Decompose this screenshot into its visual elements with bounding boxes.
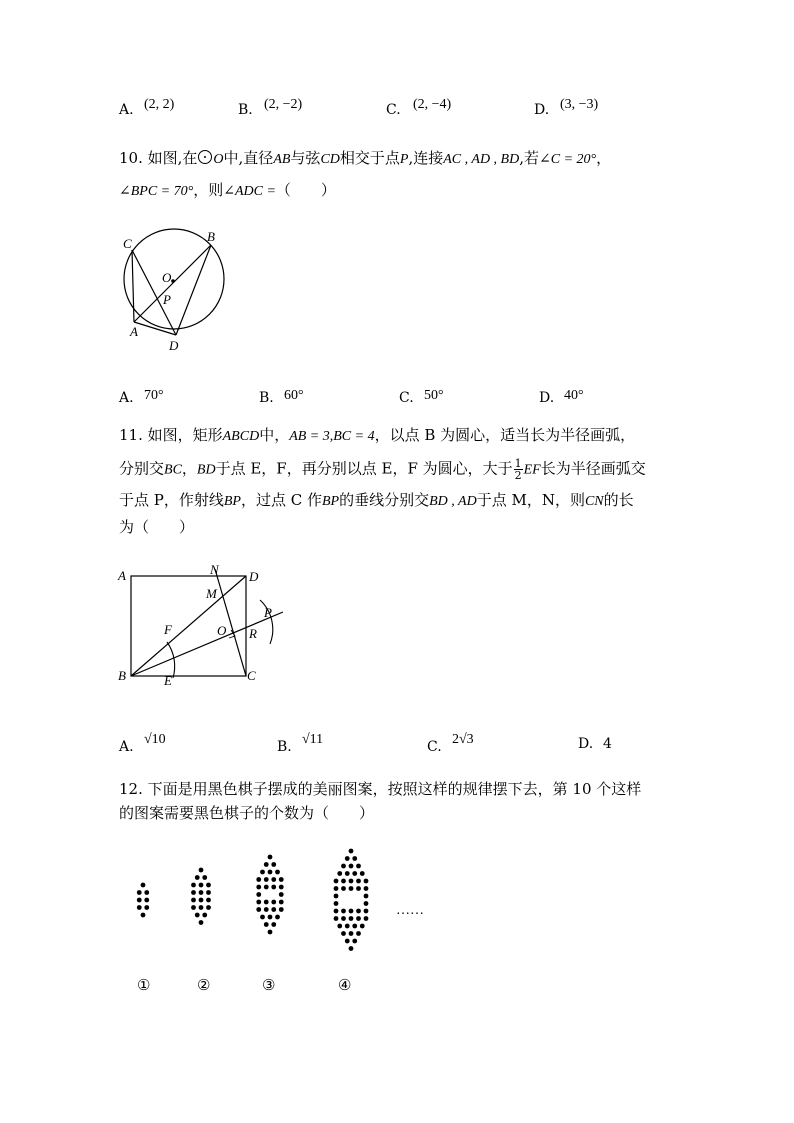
chess-piece-dot: [345, 924, 350, 929]
chess-piece-dot: [334, 894, 339, 899]
chess-piece-dot: [356, 879, 361, 884]
q12-caption-1: ①: [137, 976, 151, 994]
q11-text-11: 于点 M，N，则: [476, 491, 585, 509]
q10-option-c-letter: C.: [399, 390, 414, 406]
chess-piece-dot: [206, 898, 211, 903]
q10-question: ∠ADC =: [223, 184, 276, 199]
q9-option-c-letter: C.: [386, 102, 401, 118]
q11-option-d-value: 4: [603, 736, 612, 752]
chess-piece-dot: [264, 900, 269, 905]
q10-text-1: 10. 如图,在: [119, 149, 198, 167]
q11-seg-bc: BC: [164, 462, 182, 478]
q10-option-d-letter: D.: [539, 390, 555, 406]
chess-piece-dot: [264, 877, 269, 882]
chess-piece-dot: [341, 909, 346, 914]
chess-piece-dot: [360, 871, 365, 876]
chess-piece-dot: [360, 924, 365, 929]
q10-text-8: ，则: [193, 181, 224, 199]
chess-piece-dot: [349, 946, 354, 951]
q11-text-12: 的长: [603, 491, 634, 509]
chess-piece-dot: [271, 900, 276, 905]
chess-piece-dot: [334, 916, 339, 921]
chess-piece-dot: [256, 885, 261, 890]
q10-label-p: P: [163, 292, 171, 307]
q9-option-b-value: (2, −2): [264, 97, 303, 112]
q10-circle-name: O: [213, 152, 224, 167]
q11-label-f: F: [164, 622, 172, 637]
chess-piece-dot: [364, 901, 369, 906]
q10-option-b-value: 60°: [284, 388, 304, 403]
q10-condition-2: ∠BPC = 70°: [119, 184, 194, 199]
q11-seg-cn: CN: [584, 494, 604, 509]
chess-piece-dot: [364, 879, 369, 884]
q10-text-6: ,若: [519, 149, 539, 167]
chess-piece-dot: [202, 875, 207, 880]
chess-piece-dot: [144, 905, 149, 910]
chess-piece-dot: [260, 870, 265, 875]
chess-piece-dot: [279, 877, 284, 882]
q10-label-d: D: [169, 338, 179, 353]
q11-ray-bp: BP: [223, 494, 241, 509]
chess-piece-dot: [345, 939, 350, 944]
q11-frac-num: 1: [514, 457, 522, 470]
chess-piece-dot: [356, 886, 361, 891]
chess-piece-dot: [199, 898, 204, 903]
chess-piece-dot: [341, 931, 346, 936]
q11-stem-line-2: [119, 458, 646, 481]
q10-text-2: 中,直径: [223, 149, 274, 167]
chess-piece-dot: [349, 916, 354, 921]
chess-piece-dot: [341, 879, 346, 884]
q12-caption-2: ②: [197, 976, 211, 994]
q12-dot-patterns: [115, 845, 445, 975]
q11-label-p: P: [264, 605, 272, 620]
chess-piece-dot: [334, 879, 339, 884]
q11-stem-line-3: [119, 490, 634, 512]
chess-piece-dot: [364, 894, 369, 899]
chess-piece-dot: [349, 886, 354, 891]
q11-label-r: R: [249, 626, 257, 641]
q10-paren: （ ）: [275, 181, 336, 199]
q12-stem-line-1: 12. 下面是用黑色棋子摆成的美丽图案，按照这样的规律摆下去，第 10 个这样: [119, 780, 642, 798]
q10-text-7: ，: [596, 149, 612, 167]
q9-option-b-letter: B.: [238, 102, 253, 118]
chess-piece-dot: [349, 864, 354, 869]
chess-piece-dot: [364, 916, 369, 921]
q11-label-o: O: [217, 623, 227, 638]
q11-seg-bd: BD: [196, 462, 216, 478]
q10-circle-figure: [110, 225, 240, 355]
chess-piece-dot: [199, 920, 204, 925]
q11-text-10: 的垂线分别交: [339, 491, 430, 509]
q11-text-1: 11. 如图，矩形: [119, 426, 223, 444]
q11-seg-ef: EF: [523, 462, 541, 478]
chess-piece-dot: [352, 856, 357, 861]
q11-option-a-letter: A.: [119, 739, 134, 755]
q9-option-a-letter: A.: [119, 102, 134, 118]
q10-condition-1: ∠C = 20°: [539, 152, 597, 167]
q11-option-c-value: 2√3: [452, 732, 474, 747]
chess-piece-dot: [141, 883, 146, 888]
q11-label-b: B: [118, 668, 126, 683]
chess-piece-dot: [341, 864, 346, 869]
chess-piece-dot: [268, 855, 273, 860]
chess-piece-dot: [279, 907, 284, 912]
q10-text-5: ,连接: [408, 149, 444, 167]
chess-piece-dot: [268, 930, 273, 935]
chess-piece-dot: [191, 890, 196, 895]
chess-piece-dot: [264, 862, 269, 867]
chess-piece-dot: [268, 870, 273, 875]
q11-option-c-letter: C.: [427, 739, 442, 755]
q10-chord-cd: CD: [320, 152, 340, 167]
chess-piece-dot: [191, 898, 196, 903]
chess-piece-dot: [144, 890, 149, 895]
q11-label-n: N: [210, 562, 219, 577]
chess-piece-dot: [271, 885, 276, 890]
chess-piece-dot: [191, 905, 196, 910]
chess-piece-dot: [271, 877, 276, 882]
chess-piece-dot: [195, 875, 200, 880]
chess-piece-dot: [356, 931, 361, 936]
q9-option-d-letter: D.: [534, 102, 550, 118]
chess-piece-dot: [349, 879, 354, 884]
chess-piece-dot: [256, 892, 261, 897]
q10-stem: [119, 148, 611, 170]
q11-text-2: 中，: [259, 426, 290, 444]
q11-text-6: 于点 E，F，再分别以点 E，F 为圆心，大于: [215, 459, 513, 478]
q11-rectangle-name: ABCD: [222, 429, 260, 444]
chess-piece-dot: [352, 939, 357, 944]
q12-ellipsis: ……: [396, 903, 424, 918]
chess-piece-dot: [352, 871, 357, 876]
chess-piece-dot: [256, 877, 261, 882]
chess-piece-dot: [279, 900, 284, 905]
chess-piece-dot: [364, 909, 369, 914]
chess-piece-dot: [356, 909, 361, 914]
q10-option-a-letter: A.: [119, 390, 134, 406]
chess-piece-dot: [341, 916, 346, 921]
chess-piece-dot: [264, 922, 269, 927]
q10-label-c: C: [123, 236, 132, 251]
chess-piece-dot: [271, 862, 276, 867]
q12-caption-3: ③: [262, 976, 276, 994]
q9-option-c-value: (2, −4): [413, 97, 452, 112]
q10-text-3: 与弦: [290, 149, 321, 167]
chess-piece-dot: [141, 913, 146, 918]
q11-text-7: 长为半径画弧交: [540, 459, 646, 478]
q11-segs-bd-ad: BD , AD: [429, 494, 477, 509]
q11-label-c: C: [247, 668, 256, 683]
chess-piece-dot: [334, 901, 339, 906]
chess-piece-dot: [279, 892, 284, 897]
q11-label-a: A: [118, 568, 126, 583]
chess-piece-dot: [349, 909, 354, 914]
chess-piece-dot: [144, 898, 149, 903]
q10-segments: AC , AD , BD: [443, 152, 520, 167]
q11-lengths: AB = 3,BC = 4: [289, 429, 375, 444]
q10-label-b: B: [207, 229, 215, 244]
chess-piece-dot: [345, 856, 350, 861]
q11-option-b-letter: B.: [277, 739, 292, 755]
chess-piece-dot: [268, 915, 273, 920]
chess-piece-dot: [279, 885, 284, 890]
q11-text-8: 于点 P，作射线: [119, 491, 224, 509]
chess-piece-dot: [199, 883, 204, 888]
chess-piece-dot: [364, 886, 369, 891]
q11-option-d-letter: D.: [578, 736, 594, 752]
q10-label-o: O: [162, 270, 172, 285]
chess-piece-dot: [206, 905, 211, 910]
chess-piece-dot: [352, 924, 357, 929]
q11-label-d: D: [249, 569, 259, 584]
q11-option-b-value: √11: [302, 732, 324, 747]
circle-symbol-icon: [198, 150, 212, 164]
chess-piece-dot: [206, 890, 211, 895]
chess-piece-dot: [341, 886, 346, 891]
q11-label-m: M: [206, 586, 217, 601]
q12-stem-line-2: 的图案需要黑色棋子的个数为（ ）: [119, 804, 375, 822]
q10-option-c-value: 50°: [424, 388, 444, 403]
q11-rectangle-figure: [115, 560, 295, 688]
q11-fraction-half: [514, 458, 523, 481]
chess-piece-dot: [337, 871, 342, 876]
q11-option-a-value: √10: [144, 732, 166, 747]
chess-piece-dot: [275, 915, 280, 920]
q11-text-9: ，过点 C 作: [240, 491, 322, 509]
q11-text-4: 分别交: [119, 459, 165, 478]
q9-option-d-value: (3, −3): [560, 97, 599, 112]
chess-piece-dot: [199, 890, 204, 895]
q10-option-d-value: 40°: [564, 388, 584, 403]
chess-piece-dot: [349, 931, 354, 936]
q12-caption-4: ④: [338, 976, 352, 994]
chess-piece-dot: [337, 924, 342, 929]
q11-text-5: ，: [181, 459, 197, 478]
chess-piece-dot: [202, 913, 207, 918]
chess-piece-dot: [137, 898, 142, 903]
q11-stem-line-4: 为（ ）: [119, 518, 195, 536]
q10-diameter-ab: AB: [273, 152, 291, 167]
chess-piece-dot: [334, 909, 339, 914]
q11-label-e: E: [164, 673, 172, 688]
q10-point-p: P: [399, 152, 409, 167]
chess-piece-dot: [271, 907, 276, 912]
q10-option-a-value: 70°: [144, 388, 164, 403]
q9-option-a-value: (2, 2): [144, 97, 175, 112]
chess-piece-dot: [264, 885, 269, 890]
chess-piece-dot: [271, 922, 276, 927]
q10-label-a: A: [130, 324, 138, 339]
q11-ray-bp-2: BP: [322, 494, 340, 509]
chess-piece-dot: [356, 916, 361, 921]
chess-piece-dot: [199, 868, 204, 873]
chess-piece-dot: [256, 900, 261, 905]
q11-frac-den: 2: [514, 469, 522, 482]
chess-piece-dot: [349, 849, 354, 854]
chess-piece-dot: [137, 890, 142, 895]
chess-piece-dot: [199, 905, 204, 910]
chess-piece-dot: [264, 907, 269, 912]
chess-piece-dot: [275, 870, 280, 875]
q10-stem-line-2: [119, 180, 336, 202]
chess-piece-dot: [260, 915, 265, 920]
chess-piece-dot: [345, 871, 350, 876]
chess-piece-dot: [356, 864, 361, 869]
chess-piece-dot: [195, 913, 200, 918]
q11-stem-line-1: [119, 425, 635, 447]
q10-option-b-letter: B.: [259, 390, 274, 406]
chess-piece-dot: [137, 905, 142, 910]
chess-piece-dot: [206, 883, 211, 888]
chess-piece-dot: [191, 883, 196, 888]
q11-text-3: ，以点 B 为圆心，适当长为半径画弧，: [374, 426, 636, 444]
q10-text-4: 相交于点: [339, 149, 400, 167]
chess-piece-dot: [334, 886, 339, 891]
chess-piece-dot: [256, 907, 261, 912]
